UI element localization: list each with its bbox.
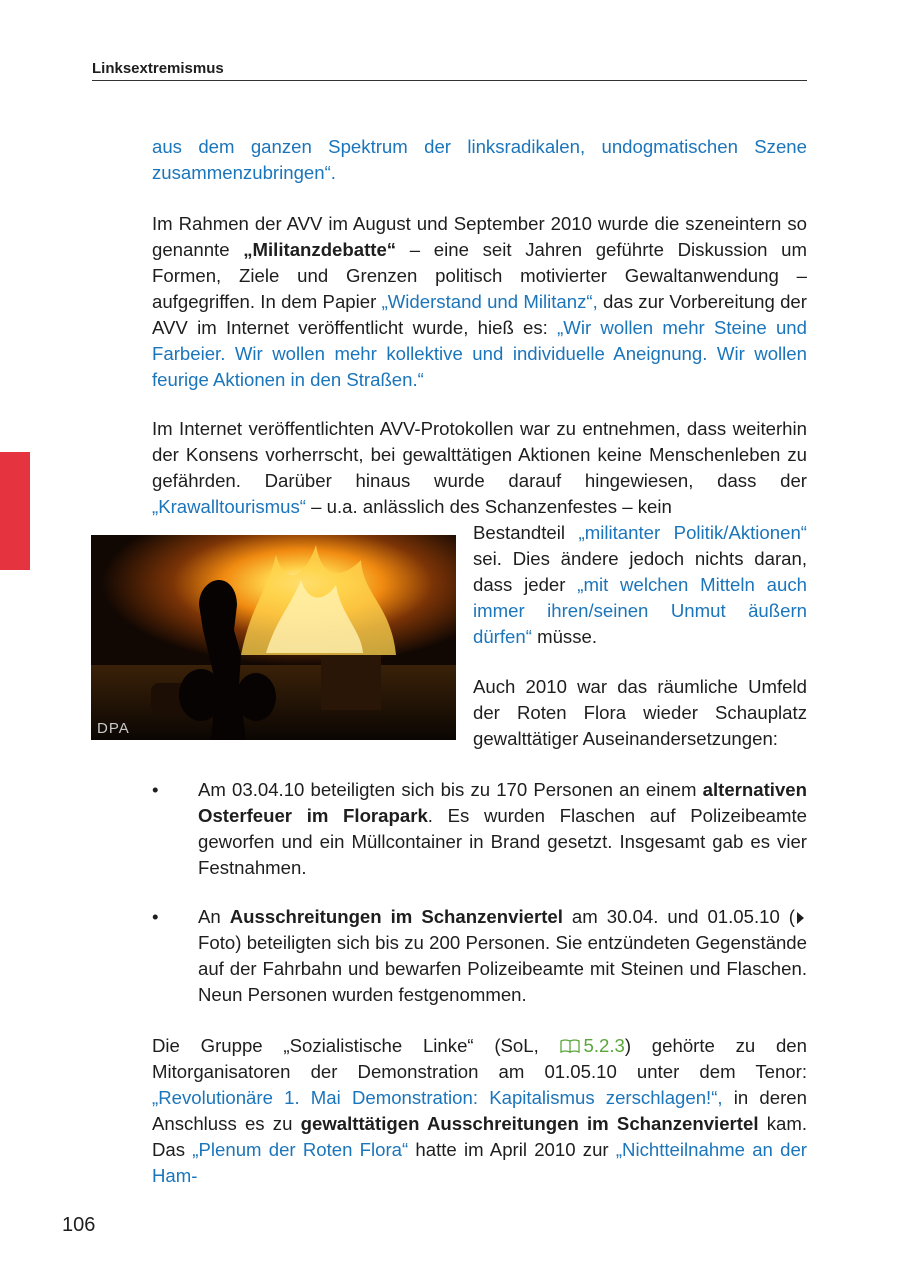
text: Am 03.04.10 beteiligten sich bis zu 170 Personen an einem xyxy=(198,779,703,800)
text: hatte im April 2010 zur xyxy=(408,1139,616,1160)
quote-text: aus dem ganzen Spektrum der linksradikalen, undogmatischen Szene zusammenzubringen“. xyxy=(152,136,807,183)
running-header-title: Linksextremismus xyxy=(92,60,807,81)
text: ) beteiligten sich bis zu 200 Personen. Sie entzündeten Gegenstände auf der Fahrbahn und bewarfen Polizeibeamte mit Steinen und Flaschen. Neun Personen wurden festgenommen. xyxy=(198,932,807,1005)
quote-text: „Revolutionäre 1. Mai Demonstration: Kapitalismus zerschlagen!“, xyxy=(152,1087,723,1108)
text: Bestandteil xyxy=(473,522,579,543)
bold-term: gewalttätigen Ausschreitungen im Schanzenviertel xyxy=(300,1113,759,1134)
book-icon xyxy=(560,1039,580,1053)
bold-term: alternativen Osterfeuer im Florapark xyxy=(198,779,807,826)
photo-credit: DPA xyxy=(97,720,130,737)
text: müsse. xyxy=(531,626,598,647)
quote-text: „mit welchen Mitteln auch immer ihren/seinen Unmut äußern dürfen“ xyxy=(473,574,807,647)
cross-reference xyxy=(560,1035,625,1056)
text: das zur Vorbereitung der AVV im Internet veröffentlicht wurde, hieß es: xyxy=(152,291,807,338)
paragraph-quote-continuation xyxy=(152,134,807,186)
text: Die Gruppe „Sozialistische Linke“ (SoL, xyxy=(152,1035,560,1056)
text: An xyxy=(198,906,230,927)
bold-term: „Militanzdebatte“ xyxy=(243,239,397,260)
text: . Es wurden Flaschen auf Polizeibeamte geworfen und ein Müllcontainer in Brand gesetzt. Insgesamt gab es vier Festnahmen. xyxy=(198,805,808,878)
paragraph-militante-politik xyxy=(473,520,807,650)
text: ) gehörte zu den Mitorganisatoren der Demonstration am 01.05.10 unter dem Tenor: xyxy=(152,1035,807,1082)
paragraph-avv-protokolle xyxy=(152,416,807,520)
cross-reference-number: 5.2.3 xyxy=(583,1035,625,1056)
text: kam. Das xyxy=(152,1113,807,1160)
bullet-text xyxy=(198,777,807,881)
photo-illustration xyxy=(91,535,456,740)
quote-text: „Nichtteilnahme an der Ham- xyxy=(152,1139,807,1186)
text: sei. Dies ändere jedoch nichts daran, dass jeder xyxy=(473,548,807,595)
quote-text: „Plenum der Roten Flora“ xyxy=(192,1139,409,1160)
paragraph-rote-flora xyxy=(473,674,807,752)
quote-text: „Wir wollen mehr Steine und Farbeier. Wir wollen mehr kollektive und individuelle Aneignung. Wir wollen feurige Aktionen in den Straßen.“ xyxy=(152,317,807,390)
text: – u.a. anlässlich des Schanzenfestes – kein xyxy=(305,496,672,517)
chapter-tab-marker xyxy=(0,452,30,570)
quote-text: „Widerstand und Militanz“, xyxy=(381,291,598,312)
paragraph-militanzdebatte xyxy=(152,211,807,393)
arrow-right-icon xyxy=(797,912,804,924)
riot-fire-photo xyxy=(91,535,456,740)
bold-term: Ausschreitungen im Schanzenviertel xyxy=(229,906,563,927)
page-number: 106 xyxy=(62,1214,96,1236)
text: in deren Anschluss es zu xyxy=(152,1087,807,1134)
bullet-marker: • xyxy=(152,779,159,800)
text: am 30.04. und 01.05.10 ( xyxy=(562,906,796,927)
bullet-marker: • xyxy=(152,906,159,927)
text: Im Rahmen der AVV im August und September 2010 wurde die szeneintern so genannte xyxy=(152,213,807,260)
text: Auch 2010 war das räumliche Umfeld der Roten Flora wieder Schauplatz gewalttätiger Auseinandersetzungen: xyxy=(473,676,807,749)
quote-text: „Krawalltourismus“ xyxy=(152,496,306,517)
text: – eine seit Jahren geführte Diskussion um Formen, Ziele und Grenzen politisch motivierter Gewaltanwendung – aufgegriffen. In dem Papier xyxy=(152,239,807,312)
paragraph-sozialistische-linke xyxy=(152,1033,807,1189)
photo-reference: Foto xyxy=(198,932,236,953)
bullet-text xyxy=(198,904,807,1008)
text: Im Internet veröffentlichten AVV-Protokollen war zu entnehmen, dass weiterhin der Konsens vorherrscht, bei gewalttätigen Aktionen keine Menschenleben zu gefährden. Darüber hinaus wurde darauf hingewiesen, dass der xyxy=(152,418,807,491)
quote-text: „militanter Politik/Aktionen“ xyxy=(578,522,807,543)
